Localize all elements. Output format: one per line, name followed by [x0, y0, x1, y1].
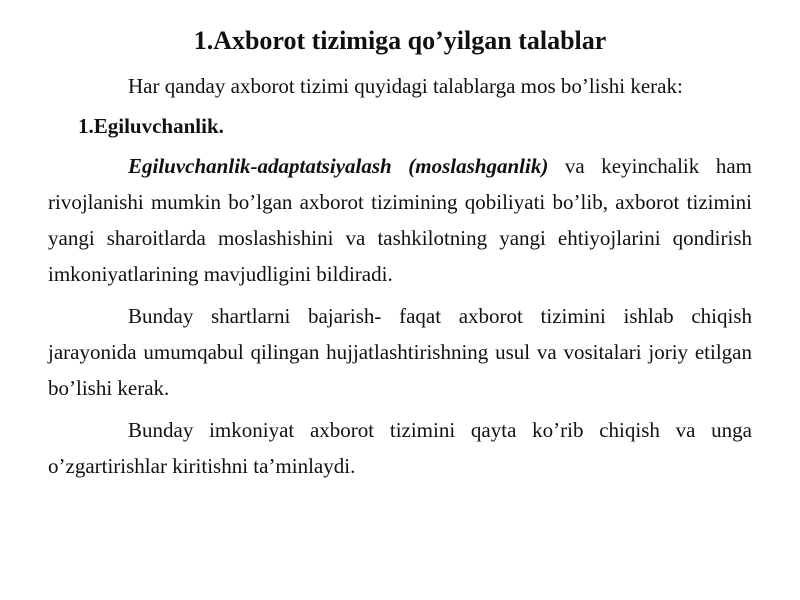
page-title: 1.Axborot tizimiga qo’yilgan talablar: [193, 26, 607, 55]
section-heading: 1.Egiluvchanlik.: [78, 114, 224, 138]
definition-text: va keyinchalik ham rivojlanishi mumkin bo’lgan axborot tizimining qobiliyati bo’lib, axborot tizimini yangi sharoitlarda moslashishini va tashkilotning yangi ehtiyojlarini qondirish imkoniyatlarining mavjudligini bildiradi.: [48, 154, 752, 286]
definition-paragraph: [48, 148, 752, 292]
body-paragraph-3: Bunday imkoniyat axborot tizimini qayta ko’rib chiqish va unga o’zgartirishlar kiritishni ta’minlaydi.: [48, 418, 752, 478]
definition-term-paren: (moslashganlik): [408, 154, 549, 178]
document-page: [48, 22, 752, 484]
body-paragraph-2: Bunday shartlarni bajarish- faqat axborot tizimini ishlab chiqish jarayonida umumqabul qilingan hujjatlashtirishning usul va vositalari joriy etilgan bo’lishi kerak.: [48, 304, 752, 400]
definition-term: Egiluvchanlik-adaptatsiyalash: [128, 154, 392, 178]
intro-paragraph: Har qanday axborot tizimi quyidagi talablarga mos bo’lishi kerak:: [128, 74, 683, 98]
